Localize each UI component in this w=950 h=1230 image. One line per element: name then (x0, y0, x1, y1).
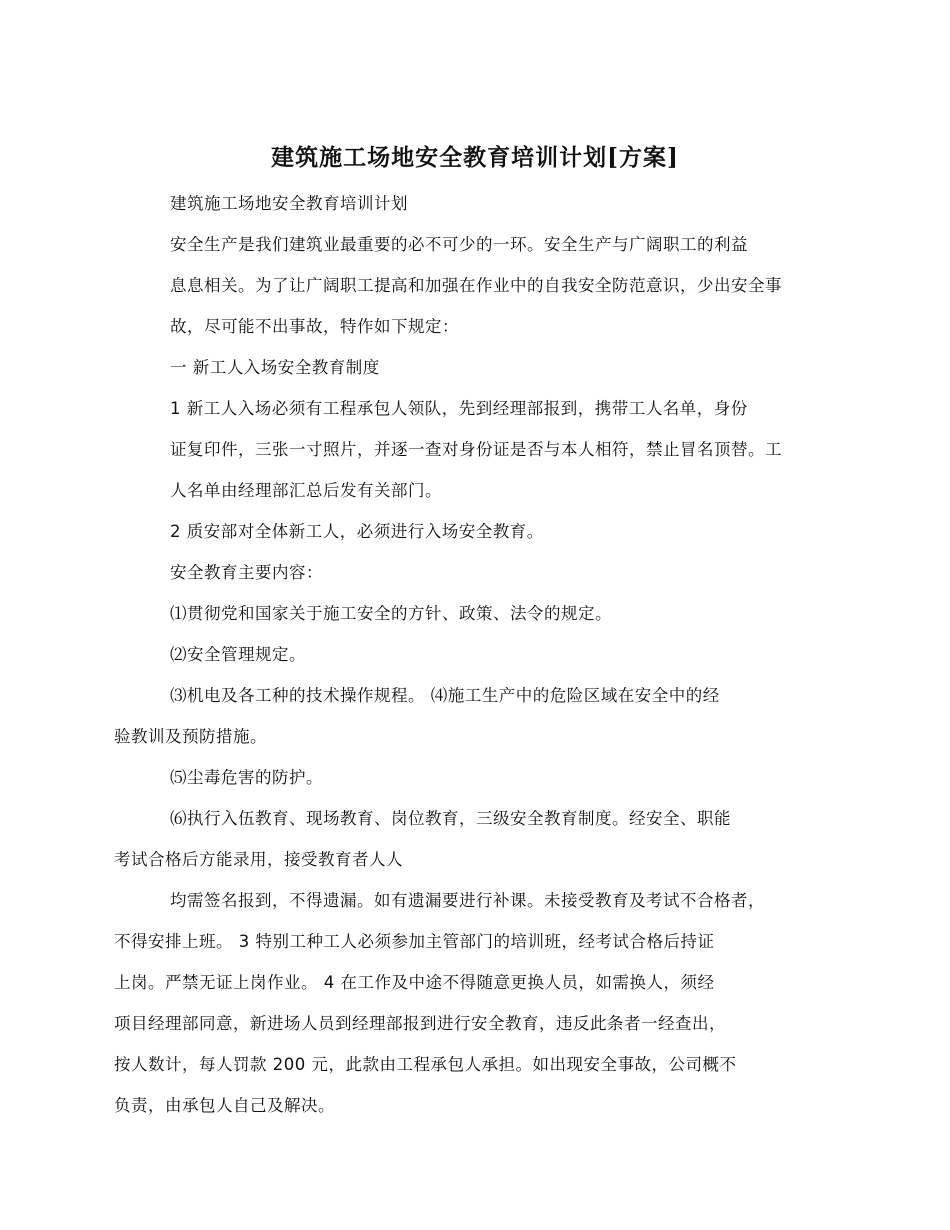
text-line: 按人数计，每人罚款 200 元，此款由工程承包人承担。如出现安全事故，公司概不 (114, 1055, 737, 1074)
content-heading (142, 552, 814, 593)
text-line: 验教训及预防措施。 (114, 727, 267, 746)
rule-paragraph (114, 880, 814, 1126)
text-line: ⑵安全管理规定。 (170, 645, 306, 664)
text-line: 负责，由承包人自己及解决。 (114, 1096, 335, 1115)
text-line: 考试合格后方能录用，接受教育者人人 (114, 850, 403, 869)
text-line: 项目经理部同意，新进场人员到经理部报到进行安全教育，违反此条者一经查出， (114, 1014, 726, 1033)
intro-paragraph (142, 224, 814, 347)
text-line: 均需签名报到，不得遗漏。如有遗漏要进行补课。未接受教育及考试不合格者， (170, 891, 765, 910)
text-line: 息息相关。为了让广阔职工提高和加强在作业中的自我安全防范意识，少出安全事 (170, 276, 782, 295)
rule-paragraph (142, 511, 814, 552)
list-item (142, 757, 814, 798)
text-line: ⑸尘毒危害的防护。 (170, 768, 323, 787)
list-item (142, 634, 814, 675)
rule-paragraph (142, 388, 814, 511)
text-line: 一 新工人入场安全教育制度 (170, 358, 380, 377)
text-line: 安全生产是我们建筑业最重要的必不可少的一环。安全生产与广阔职工的利益 (170, 235, 748, 254)
text-line: ⑹执行入伍教育、现场教育、岗位教育，三级安全教育制度。经安全、职能 (170, 809, 731, 828)
section-heading (142, 347, 814, 388)
text-line: 1 新工人入场必须有工程承包人领队，先到经理部报到，携带工人名单，身份 (170, 399, 748, 418)
text-line: ⑴贯彻党和国家关于施工安全的方针、政策、法令的规定。 (170, 604, 612, 623)
list-item (114, 675, 814, 757)
text-line: 不得安排上班。 3 特别工种工人必须参加主管部门的培训班，经考试合格后持证 (114, 932, 715, 951)
text-line: 2 质安部对全体新工人，必须进行入场安全教育。 (170, 522, 544, 541)
document-title: 建筑施工场地安全教育培训计划[方案] (271, 144, 679, 171)
list-item (114, 798, 814, 880)
text-line: 证复印件，三张一寸照片，并逐一查对身份证是否与本人相符，禁止冒名顶替。工 (170, 440, 782, 459)
text-line: 人名单由经理部汇总后发有关部门。 (170, 481, 442, 500)
text-line: ⑶机电及各工种的技术操作规程。 ⑷施工生产中的危险区域在安全中的经 (170, 686, 720, 705)
list-item (142, 593, 814, 634)
text-line: 建筑施工场地安全教育培训计划 (170, 194, 408, 213)
subtitle-paragraph (142, 183, 814, 224)
text-line: 故，尽可能不出事故，特作如下规定： (170, 317, 459, 336)
text-line: 安全教育主要内容： (170, 563, 323, 582)
document-body (114, 183, 814, 1126)
text-line: 上岗。严禁无证上岗作业。 4 在工作及中途不得随意更换人员，如需换人，须经 (114, 973, 715, 992)
